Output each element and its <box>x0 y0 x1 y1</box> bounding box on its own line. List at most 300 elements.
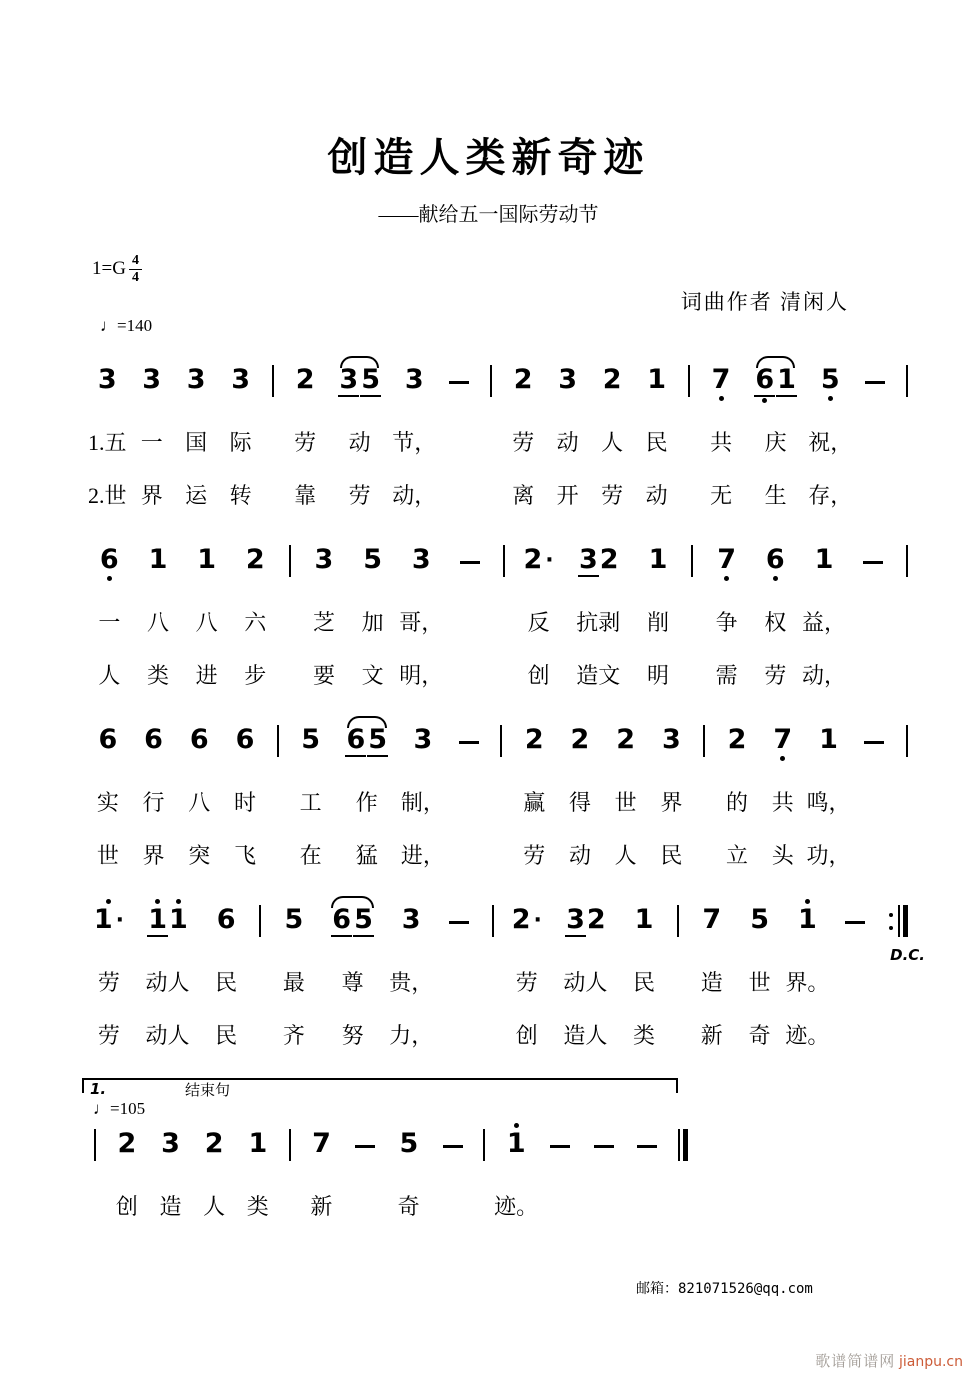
lyric-cell <box>736 950 784 1003</box>
lyric-cell <box>751 590 800 643</box>
lyric-cell <box>149 1174 193 1227</box>
lyric-cell <box>800 590 849 643</box>
lyric-syllable: 造 <box>700 970 723 995</box>
lyric-cell <box>557 770 603 823</box>
note-digit: 3 <box>186 364 206 395</box>
lyric-syllable: 工 <box>299 790 322 815</box>
lyric-syllable: 争 <box>715 610 738 635</box>
note-digit: 1 <box>814 544 834 575</box>
lyric-syllable: 动 <box>556 430 579 455</box>
volta-bracket <box>82 1078 678 1093</box>
ending-tempo-marking: ♩=105 <box>93 1099 146 1118</box>
repeat-end-barline <box>879 898 917 950</box>
lyric-syllable: 哥， <box>399 610 444 635</box>
note <box>702 898 721 942</box>
lyric-cell <box>501 463 545 516</box>
repeat-dots <box>889 913 893 930</box>
note-digit-row <box>413 725 432 755</box>
note-cell <box>270 898 318 950</box>
lyric-cell <box>134 590 183 643</box>
lyric-cell <box>231 590 280 643</box>
lyrics-row <box>85 590 917 643</box>
site-watermark <box>815 1350 963 1371</box>
barline-stroke <box>259 905 261 937</box>
lyric-syllable: 动， <box>392 483 437 508</box>
lyric-cell <box>131 770 177 823</box>
note-digit-row <box>353 905 374 937</box>
lyric-cell <box>392 463 436 516</box>
note-digit: 3 <box>579 544 598 575</box>
note <box>635 898 654 942</box>
lyric-syllable: 类 <box>246 1194 269 1219</box>
beamed-note-group <box>551 898 620 950</box>
note-cell <box>387 898 435 950</box>
lyric-cell <box>743 410 808 463</box>
note-digit-row <box>149 545 168 575</box>
group-notes <box>147 898 188 944</box>
music-system <box>85 898 925 1056</box>
note-digit-row <box>507 1129 526 1159</box>
note-digit: 2 <box>586 904 606 935</box>
barline-stroke <box>483 1129 485 1161</box>
note-digit-row <box>367 725 388 757</box>
note-cell <box>783 898 831 950</box>
lyric-cell <box>503 1003 551 1056</box>
barline-stroke <box>289 545 291 577</box>
note-digit: 2 <box>524 724 544 755</box>
lyric-syllable: 文 <box>361 663 384 688</box>
lyric-syllable: 实 <box>96 790 119 815</box>
lyric-syllable: 劳 <box>97 1023 120 1048</box>
note-cell <box>751 538 800 590</box>
lyric-syllable: 民 <box>633 970 656 995</box>
lyric-syllable: 动 <box>348 430 371 455</box>
lyric-syllable: 劳 <box>764 663 787 688</box>
note-digit-row <box>702 905 721 935</box>
note-digit: 3 <box>661 724 681 755</box>
lyric-cell <box>437 410 481 463</box>
lyric-syllable: 奇 <box>397 1194 420 1219</box>
note <box>301 718 320 762</box>
lyric-syllable: 反 <box>527 610 550 635</box>
lyric-cell <box>699 463 743 516</box>
note-cell <box>231 538 280 590</box>
lyric-cell <box>268 823 288 876</box>
note <box>169 898 188 942</box>
lyric-syllable: 最 <box>282 970 305 995</box>
note-digit-row <box>571 725 590 755</box>
note-digit: 6 <box>765 544 785 575</box>
lyric-syllable: 贵， <box>389 970 434 995</box>
note-digit-row <box>147 905 168 937</box>
duration-dash <box>851 718 897 770</box>
note-cell <box>806 718 852 770</box>
lyric-cell <box>634 410 678 463</box>
note-cell <box>131 718 177 770</box>
note-digit-row <box>217 905 236 935</box>
octave-dot-below <box>762 398 767 403</box>
note-digit: 7 <box>711 364 731 395</box>
lyric-syllable: 类 <box>633 1023 656 1048</box>
note <box>616 718 635 762</box>
note-digit: 5 <box>750 904 769 935</box>
duration-dash <box>446 718 492 770</box>
time-signature-denominator: 4 <box>131 270 139 285</box>
note-cell <box>736 898 784 950</box>
lyric-cell <box>851 823 897 876</box>
note <box>149 538 168 582</box>
note-digit: 3 <box>314 544 334 575</box>
lyric-cell <box>808 463 852 516</box>
note-cell <box>202 898 250 950</box>
barline-stroke <box>677 905 679 937</box>
lyric-cell <box>634 643 683 696</box>
note-digit-row <box>301 725 320 755</box>
barline <box>679 358 699 410</box>
lyric-syllable: 八 <box>195 610 218 635</box>
note-cell <box>514 538 563 590</box>
lyric-syllable: 的 <box>726 790 749 815</box>
note-cell <box>501 358 545 410</box>
lyric-syllable: 造文 <box>576 663 621 688</box>
notes-row <box>85 358 917 410</box>
barline <box>280 1122 300 1174</box>
lyric-cell <box>682 590 702 643</box>
note <box>117 1122 136 1166</box>
note-digit-row <box>712 365 731 395</box>
note-digit-row <box>187 365 206 395</box>
barline <box>694 718 714 770</box>
note-digit: 3 <box>401 904 421 935</box>
note <box>600 538 619 582</box>
lyric-cell <box>129 463 173 516</box>
note-digit-row <box>647 365 666 395</box>
lyric-cell <box>174 410 218 463</box>
note-digit: 5 <box>301 724 321 755</box>
lyric-cell <box>218 410 262 463</box>
note <box>94 898 124 942</box>
lyric-syllable: 庆 <box>764 430 787 455</box>
lyric-syllable: 劳 <box>294 430 317 455</box>
lyrics-row <box>85 1003 917 1056</box>
note <box>647 358 666 402</box>
lyric-syllable: 时 <box>233 790 256 815</box>
lyric-syllable: 动 <box>645 483 668 508</box>
lyric-syllable: 动， <box>801 663 846 688</box>
lyric-cell <box>348 643 397 696</box>
note-cell <box>702 538 751 590</box>
beamed-note-group <box>563 538 634 590</box>
note <box>603 358 622 402</box>
note-digit-row <box>525 725 544 755</box>
lyric-syllable: 头 <box>771 843 794 868</box>
note-digit: 6 <box>144 724 163 755</box>
lyric-cell <box>85 950 133 1003</box>
barline <box>668 898 688 950</box>
note <box>512 898 542 942</box>
lyric-cell <box>501 410 545 463</box>
note-digit: 1 <box>797 904 817 935</box>
note <box>98 718 117 762</box>
lyric-cell <box>250 1003 270 1056</box>
note-digit: 2 <box>204 1128 224 1159</box>
note-cell <box>283 358 327 410</box>
lyric-cell <box>481 410 501 463</box>
lyric-syllable: 人 <box>98 663 121 688</box>
lyric-syllable: 国 <box>185 430 208 455</box>
note-digit: 3 <box>97 364 117 395</box>
duration-dash <box>446 538 495 590</box>
lyric-cell <box>85 770 131 823</box>
contact-email-line <box>636 1278 813 1298</box>
duration-dash <box>431 1122 475 1174</box>
note <box>190 718 209 762</box>
note-cell <box>236 1122 280 1174</box>
lyric-cell <box>538 1174 582 1227</box>
note-digit-row <box>565 905 586 937</box>
music-system <box>85 538 917 696</box>
lyric-cell <box>105 1174 149 1227</box>
note-cell <box>620 898 668 950</box>
note-digit-row <box>144 725 163 755</box>
lyric-syllable: 飞 <box>233 843 256 868</box>
lyric-cell <box>563 590 634 643</box>
lyric-cell <box>222 770 268 823</box>
note-digit-row <box>776 365 797 397</box>
lyric-syllable: 人 <box>601 430 624 455</box>
note-cell <box>174 358 218 410</box>
lyric-syllable: 立 <box>726 843 749 868</box>
note-digit: 6 <box>216 904 236 935</box>
lyrics-row <box>85 950 917 1003</box>
note <box>363 538 382 582</box>
lyric-syllable: 进 <box>195 663 218 688</box>
lyric-syllable: 劳 <box>348 483 371 508</box>
barline-stroke <box>492 905 494 937</box>
lyric-syllable: 要 <box>312 663 335 688</box>
lyric-cell <box>702 643 751 696</box>
composer-credit: 词曲作者 清闲人 <box>680 290 849 314</box>
lyric-syllable: 劳 <box>515 970 538 995</box>
lyric-cell <box>851 770 897 823</box>
lyric-syllable: 一 <box>140 430 163 455</box>
lyric-cell <box>511 823 557 876</box>
lyric-cell <box>263 463 283 516</box>
barline-stroke <box>906 725 908 757</box>
note-digit-row <box>285 905 304 935</box>
note-digit: 3 <box>231 364 251 395</box>
note-digit: 1 <box>169 904 188 935</box>
barline <box>897 358 917 410</box>
lyric-cell <box>435 1003 483 1056</box>
note-digit: 6 <box>235 724 255 755</box>
note <box>405 358 424 402</box>
lyric-syllable: 努 <box>341 1023 364 1048</box>
note-cell <box>149 1122 193 1174</box>
note <box>507 1122 526 1166</box>
lyric-cell <box>318 950 387 1003</box>
lyric-cell <box>669 1174 697 1227</box>
lyric-cell <box>603 823 649 876</box>
barline <box>682 538 702 590</box>
note <box>571 718 590 762</box>
repeat-sign <box>889 905 908 937</box>
note <box>773 718 792 762</box>
lyric-syllable: 制， <box>400 790 445 815</box>
lyric-cell <box>514 643 563 696</box>
note-digit: 2 <box>602 364 622 395</box>
note <box>412 538 431 582</box>
note <box>717 538 736 582</box>
note-cell <box>134 538 183 590</box>
barline-stroke <box>289 1129 291 1161</box>
note <box>766 538 785 582</box>
note <box>525 718 544 762</box>
lyric-cell <box>714 770 760 823</box>
note-digit-row <box>94 905 124 935</box>
time-signature-numerator: 4 <box>129 254 142 270</box>
note <box>217 898 236 942</box>
note-digit-row <box>728 725 747 755</box>
note <box>98 358 117 402</box>
note <box>315 538 334 582</box>
note-digit: 5 <box>361 364 380 395</box>
lyrics-row <box>85 643 917 696</box>
lyric-cell <box>545 410 589 463</box>
note-cell <box>557 718 603 770</box>
lyric-syllable: 进， <box>400 843 445 868</box>
lyric-cell <box>563 643 634 696</box>
octave-dot-below <box>780 756 785 761</box>
note-digit: 1 <box>647 364 666 395</box>
watermark-site-name: 歌谱简谱网 <box>815 1354 896 1370</box>
note-digit-row <box>315 545 334 575</box>
note-digit-row <box>169 905 188 935</box>
lyric-syllable: 民 <box>660 843 683 868</box>
note-digit: 1 <box>777 364 796 395</box>
note-digit-row <box>717 545 736 575</box>
lyric-syllable: 八 <box>146 610 169 635</box>
lyric-syllable: 人 <box>203 1194 226 1219</box>
dash-stroke <box>863 561 883 564</box>
barline <box>474 1122 494 1174</box>
duration-dash <box>435 898 483 950</box>
octave-dot-below <box>828 396 833 401</box>
lyric-syllable: 在 <box>299 843 322 868</box>
lyric-syllable: 加 <box>361 610 384 635</box>
lyric-syllable: 八 <box>188 790 211 815</box>
note-cell <box>808 358 852 410</box>
email-address: 821071526@qq.com <box>678 1281 813 1297</box>
note-digit: 5 <box>284 904 304 935</box>
lyric-syllable: 创 <box>515 1023 538 1048</box>
barline-stroke <box>906 545 908 577</box>
note <box>100 538 119 582</box>
note-digit: 1 <box>648 544 668 575</box>
beamed-note-group <box>133 898 202 950</box>
barline <box>491 718 511 770</box>
note-digit: 3 <box>413 724 433 755</box>
lyric-cell <box>202 1003 250 1056</box>
lyric-cell <box>288 823 334 876</box>
note-digit: 2 <box>570 724 590 755</box>
lyrics-row <box>85 410 917 463</box>
note-digit: 6 <box>189 724 209 755</box>
lyric-cell <box>590 463 634 516</box>
notes-row <box>85 538 917 590</box>
note <box>246 538 265 582</box>
note-digit: 7 <box>717 544 737 575</box>
lyric-cell <box>503 950 551 1003</box>
lyric-cell <box>334 823 400 876</box>
lyric-cell <box>131 823 177 876</box>
lyric-cell <box>134 643 183 696</box>
lyric-syllable: 类 <box>146 663 169 688</box>
duration-dash <box>582 1122 626 1174</box>
key-signature <box>92 254 142 285</box>
lyric-cell <box>85 463 129 516</box>
note <box>565 898 586 944</box>
note-cell <box>634 538 683 590</box>
note-digit: 2 <box>599 544 619 575</box>
beamed-note-group <box>334 718 400 770</box>
dash-stroke <box>355 1145 375 1148</box>
note-digit-row <box>360 365 381 397</box>
email-label: 邮箱： <box>636 1281 678 1297</box>
lyric-cell <box>897 463 917 516</box>
note <box>147 898 168 944</box>
lyric-cell <box>327 463 392 516</box>
note-digit-row <box>662 725 681 755</box>
note <box>750 898 769 942</box>
octave-dot-below <box>773 576 778 581</box>
lyric-syllable: 界 <box>140 483 163 508</box>
lyric-cell <box>736 1003 784 1056</box>
lyric-syllable: 得 <box>568 790 591 815</box>
lyric-cell <box>848 643 897 696</box>
lyric-cell <box>620 950 668 1003</box>
note-digit-row <box>246 545 265 575</box>
lyric-syllable: 动 <box>568 843 591 868</box>
note-digit-row <box>616 725 635 755</box>
duration-dash <box>437 358 481 410</box>
note-digit-row <box>345 725 366 757</box>
lyric-cell <box>300 590 349 643</box>
volta-ending-section <box>85 1078 917 1122</box>
lyrics-row <box>85 770 917 823</box>
lyric-syllable: 无 <box>710 483 733 508</box>
lyric-cell <box>852 463 896 516</box>
note-digit-row <box>312 1129 331 1159</box>
lyric-cell <box>392 410 436 463</box>
lyric-cell <box>483 950 503 1003</box>
duration-dash <box>848 538 897 590</box>
note-digit: 3 <box>411 544 431 575</box>
lyric-syllable: 权 <box>764 610 787 635</box>
barline <box>897 538 917 590</box>
note-digit-row <box>821 365 840 395</box>
lyric-cell <box>300 1174 344 1227</box>
lyric-cell <box>133 1003 202 1056</box>
music-system <box>85 358 917 516</box>
lyric-syllable: 劳 <box>523 843 546 868</box>
note-cell <box>85 538 134 590</box>
lyric-cell <box>182 590 231 643</box>
note-digit-row <box>98 365 117 395</box>
augmentation-dot: · <box>545 548 554 573</box>
lyric-syllable: 奇 <box>748 1023 771 1048</box>
note-digit-row <box>331 905 352 937</box>
